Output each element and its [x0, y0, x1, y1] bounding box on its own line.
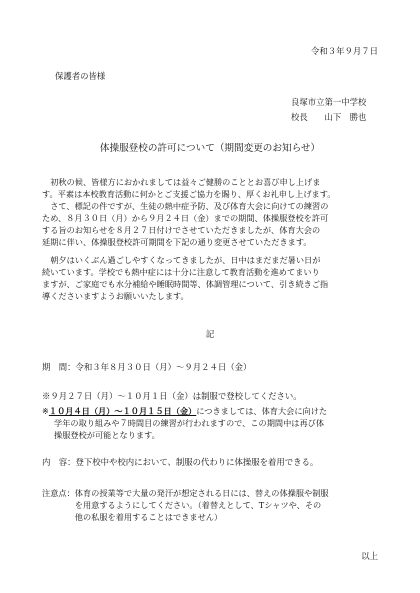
note2-prefix: ※	[42, 406, 49, 416]
note-gym-uniform-period	[42, 405, 327, 441]
note2-line: 操服登校が可能となります。	[54, 430, 160, 440]
health-line: 導くださいますようお願いいたします。	[42, 291, 189, 301]
caution-line: を用意するようにしてください。（着替えとして、Tシャツや、その	[42, 500, 322, 510]
intro-line: さて、標記の件ですが、生徒の熱中症予防、及び体育大会に向けての練習の	[42, 201, 329, 211]
highlighted-period: １０月４日（月）～１０月１５日（金）	[48, 406, 197, 416]
intro-line: す。平素は本校教育活動に何かとご支援ご協力を賜り、厚くお礼申し上げます。	[42, 189, 336, 199]
content-line: 内 容：登下校中や校内において、制服の代わりに体操服を着用できる。	[42, 457, 319, 467]
closing-ijou: 以上	[361, 551, 378, 561]
issuer-school: 良塚市立第一中学校	[291, 97, 367, 107]
document-title: 体操服登校の許可について（期間変更のお知らせ）	[99, 143, 321, 154]
note2-line: 学年の取り組みや７時間目の練習が行われますので、この期間中は再び体	[54, 418, 325, 428]
intro-line: する旨のお知らせを８月２７日付けでさせていただきましたが、体育大会の	[42, 225, 321, 235]
caution-line: 他の私服を着用することはできません）	[42, 512, 223, 522]
caution-block	[42, 487, 329, 523]
ki-heading: 記	[205, 329, 215, 339]
period-line: 期 間：令和３年８月３０日（月）～９月２４日（金）	[42, 362, 252, 372]
caution-line: 注意点：体育の授業等で大量の発汗が想定される日には、替えの体操服や制服	[42, 488, 329, 498]
note2-line	[42, 405, 327, 417]
health-line: 続いています。学校でも熱中症には十分に注意して教育活動を進めてまいり	[42, 267, 320, 277]
intro-line: 延期に伴い、体操服登校許可期間を下記の通り変更させていただきます。	[42, 237, 312, 247]
health-paragraph	[42, 254, 382, 302]
intro-paragraph	[42, 176, 382, 248]
health-line: ますが、ご家庭でも水分補給や睡眠時間等、体調管理について、引き続きご指	[42, 279, 329, 289]
note2-rest: につきましては、体育大会に向けた	[196, 406, 328, 416]
intro-line: ため、８月３０日（月）から９月２４日（金）までの期間、体操服登校を許可	[42, 213, 329, 223]
issuer-name: 校長 山下 勝也	[291, 112, 367, 122]
health-line: 朝夕はいくぶん過ごしやすくなってきましたが、日中はまだまだ暑い日が	[42, 255, 321, 265]
addressee: 保護者の皆様	[55, 71, 106, 81]
note-uniform-period: ※９月２７日（月）～１０月１日（金）は制服で登校してください。	[42, 391, 302, 401]
document-date: 令和３年９月７日	[311, 46, 378, 56]
intro-line: 初秋の候、皆様方におかれましては益々ご健勝のこととお喜び申し上げま	[42, 177, 321, 187]
